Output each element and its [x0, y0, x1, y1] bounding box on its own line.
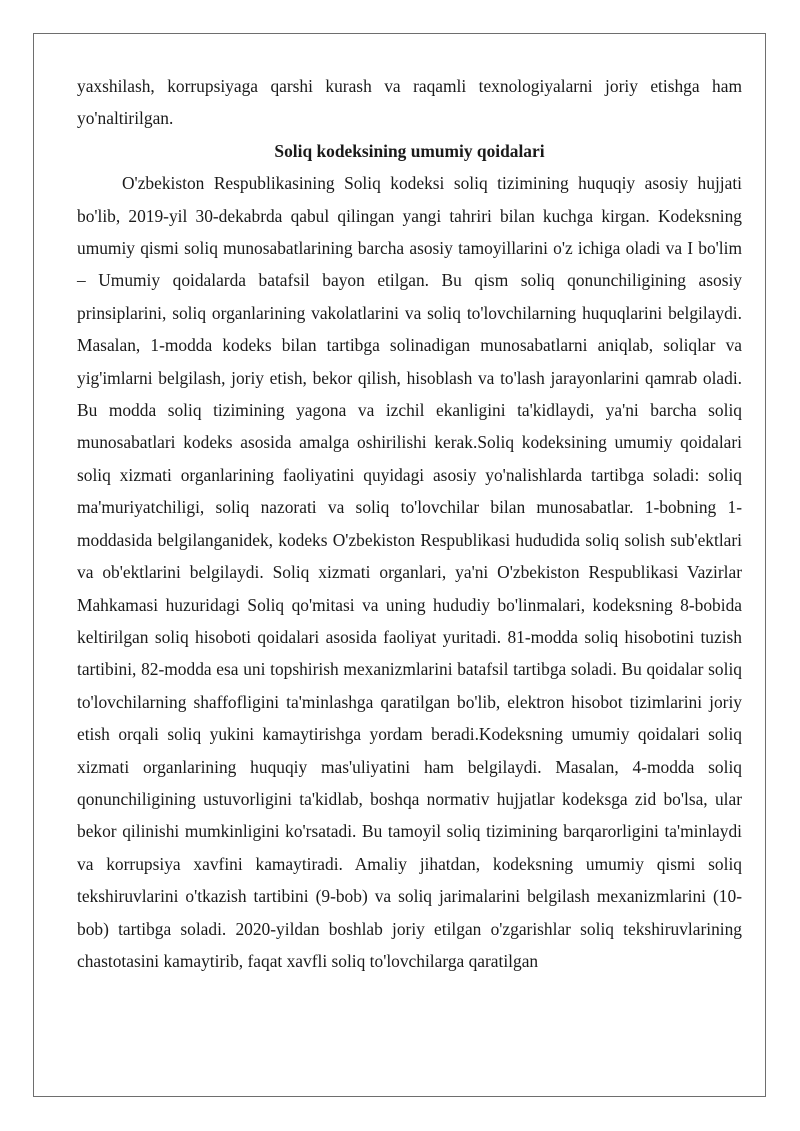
continuation-paragraph: yaxshilash, korrupsiyaga qarshi kurash va raqamli texnologiyalarni joriy etishga ham yo'naltirilgan. [77, 76, 742, 129]
section-heading: Soliq kodeksining umumiy qoidalari [274, 140, 545, 161]
body-paragraph: O'zbekiston Respublikasining Soliq kodeksi soliq tizimining huquqiy asosiy hujjati bo'lib, 2019-yil 30-dekabrda qabul qilingan yangi tahriri bilan kuchga kirgan. Kodeksning umumiy qismi soliq munosabatlarining barcha asosiy tamoyillarini o'z ichiga oladi va I bo'lim – Umumiy qoidalarda batafsil bayon etilgan. Bu qism soliq qonunchiligining asosiy prinsiplarini, soliq organlarining vakolatlarini va soliq to'lovchilarning huquqlarini belgilaydi. Masalan, 1-modda kodeks bilan tartibga solinadigan munosabatlarni aniqlab, soliqlar va yig'imlarni belgilash, joriy etish, bekor qilish, hisoblash va to'lash jarayonlarini qamrab oladi. Bu modda soliq tizimining yagona va izchil ekanligini ta'kidlaydi, ya'ni barcha soliq munosabatlari kodeks asosida amalga oshirilishi kerak.Soliq kodeksining umumiy qoidalari soliq xizmati organlarining faoliyatini quyidagi asosiy yo'nalishlarda tartibga soladi: soliq ma'muriyatchiligi, soliq nazorati va soliq to'lovchilar bilan munosabatlar. 1-bobning 1-moddasida belgilanganidek, kodeks O'zbekiston Respublikasi hududida soliq solish sub'ektlari va ob'ektlarini belgilaydi. Soliq xizmati organlari, ya'ni O'zbekiston Respublikasi Vazirlar Mahkamasi huzuridagi Soliq qo'mitasi va uning hududiy bo'linmalari, kodeksning 8-bobida keltirilgan soliq hisoboti qoidalari asosida faoliyat yuritadi. 81-modda soliq hisobotini tuzish tartibini, 82-modda esa uni topshirish mexanizmlarini batafsil tartibga soladi. Bu qoidalar soliq to'lovchilarning shaffofligini ta'minlashga qaratilgan bo'lib, elektron hisobot tizimlarini joriy etish orqali soliq yukini kamaytirishga yordam beradi.Kodeksning umumiy qoidalari soliq xizmati organlarining huquqiy mas'uliyatini ham belgilaydi. Masalan, 4-modda soliq qonunchiligining ustuvorligini ta'kidlab, boshqa normativ hujjatlar kodeksga zid bo'lsa, ular bekor qilinishi mumkinligini ko'rsatadi. Bu tamoyil soliq tizimining barqarorligini ta'minlaydi va korrupsiya xavfini kamaytiradi. Amaliy jihatdan, kodeksning umumiy qismi soliq tekshiruvlarini o'tkazish tartibini (9-bob) va soliq jarimalarini belgilash mexanizmlarini (10-bob) tartibga soladi. 2020-yildan boshlab joriy etilgan o'zgarishlar soliq tekshiruvlarining chastotasini kamaytirib, faqat xavfli soliq to'lovchilarga qaratilgan [77, 173, 742, 971]
document-body [77, 70, 742, 977]
